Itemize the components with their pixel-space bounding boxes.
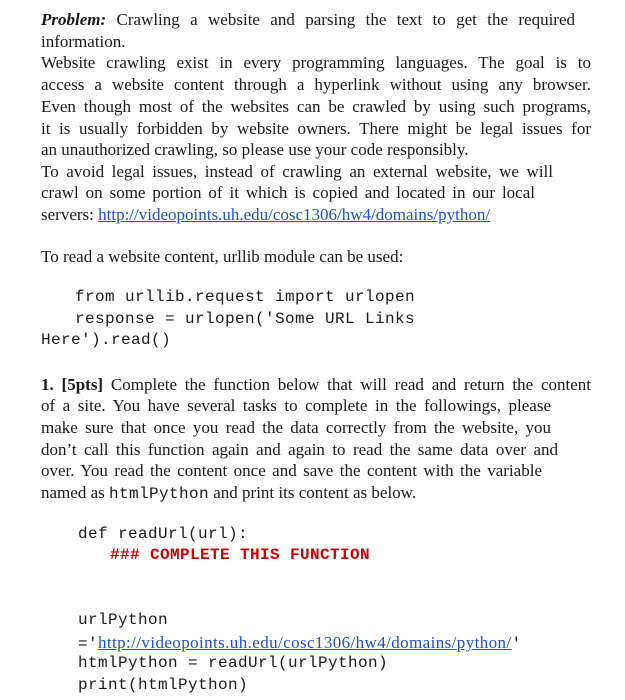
code-assign-line — [78, 632, 522, 655]
problem-line-4: access a website content through a hyperlink without using any browser. — [41, 75, 591, 94]
task1-line-4: don’t call this function again and again to read the same data over and — [41, 440, 558, 459]
problem-text: Crawling a website and parsing the text to get the required — [116, 10, 576, 29]
task1-last-suffix: and print its content as below. — [209, 483, 417, 502]
task1-number: 1. [5pts] — [41, 375, 104, 394]
code-comment-line: ### COMPLETE THIS FUNCTION — [110, 546, 371, 564]
task1-text: Complete the function below that will read and return the content — [110, 375, 592, 394]
task1-line-6 — [41, 482, 416, 505]
code-var-line: urlPython — [78, 611, 169, 629]
problem-line-8: To avoid legal issues, instead of crawling an external website, we will — [41, 162, 553, 181]
urllib-code-line-3: Here').read() — [41, 331, 172, 349]
code-def-line: def readUrl(url): — [78, 525, 249, 543]
var-name-inline: htmlPython — [108, 485, 209, 503]
problem-line-5: Even though most of the websites can be crawled by using such programs, — [41, 97, 591, 116]
problem-line-1 — [41, 9, 575, 30]
servers-prefix: servers: — [41, 205, 99, 224]
problem-line-3: Website crawling exist in every programming languages. The goal is to — [41, 53, 591, 72]
task1-last-prefix: named as — [41, 483, 109, 502]
problem-line-6: it is usually forbidden by website owners. There might be legal issues for — [41, 119, 591, 138]
task1-line-1 — [41, 374, 591, 395]
servers-link[interactable]: http://videopoints.uh.edu/cosc1306/hw4/domains/python/ — [98, 205, 491, 224]
problem-line-10 — [41, 204, 490, 225]
task1-line-5: over. You read the content once and save the content with the variable — [41, 461, 542, 480]
problem-line-2: information. — [41, 32, 126, 51]
task1-line-2: of a site. You have several tasks to complete in the followings, please — [41, 396, 551, 415]
assign-prefix: =' — [78, 635, 99, 653]
code-print-line: print(htmlPython) — [78, 676, 249, 694]
urllib-code-line-1: from urllib.request import urlopen — [75, 288, 416, 306]
problem-line-9: crawl on some portion of it which is copied and located in our local — [41, 183, 535, 202]
code-call-line: htmlPython = readUrl(urlPython) — [78, 654, 389, 672]
problem-label: Problem: — [41, 10, 107, 29]
urllib-code-line-2: response = urlopen('Some URL Links — [75, 310, 416, 328]
code-url-link[interactable]: http://videopoints.uh.edu/cosc1306/hw4/domains/python/ — [98, 633, 512, 652]
assign-suffix: ' — [511, 635, 522, 653]
problem-line-7: an unauthorized crawling, so please use your code responsibly. — [41, 140, 469, 159]
urllib-intro: To read a website content, urllib module can be used: — [41, 247, 404, 266]
task1-line-3: make sure that once you read the data correctly from the website, you — [41, 418, 551, 437]
